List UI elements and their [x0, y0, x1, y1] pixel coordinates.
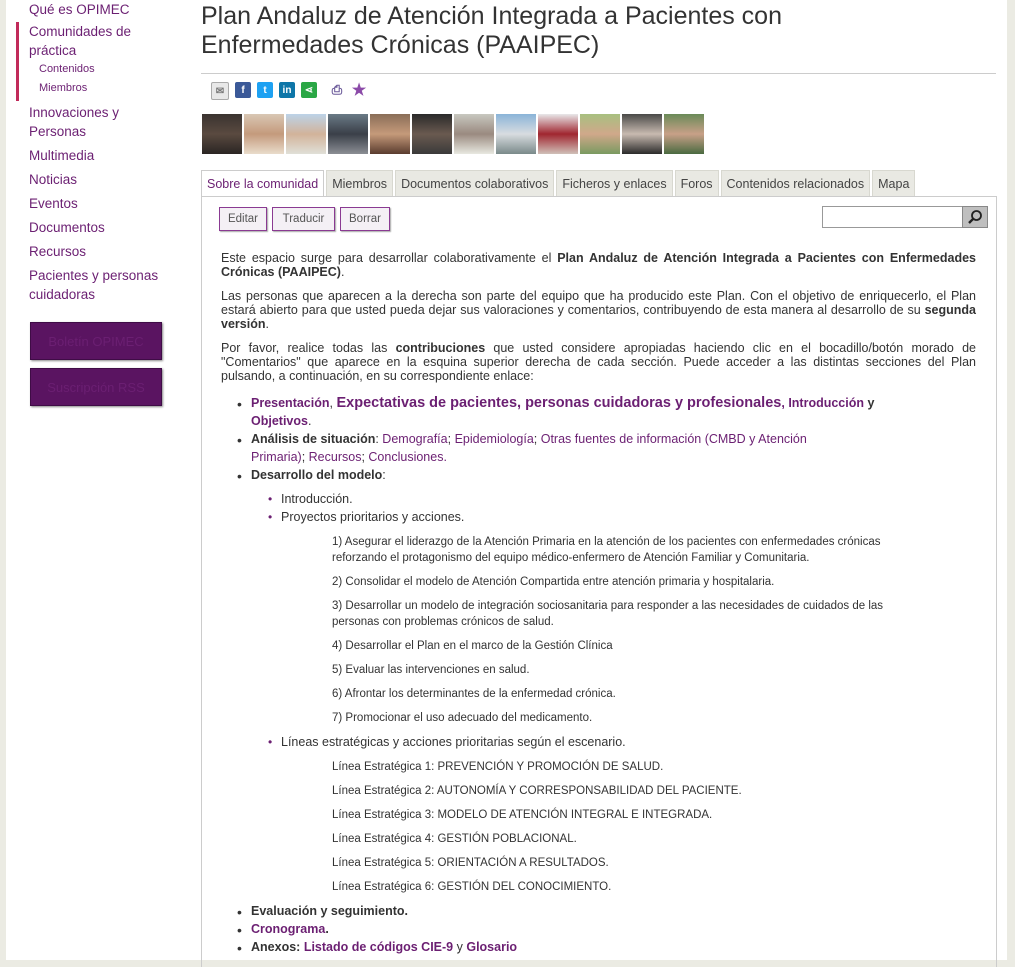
search-button[interactable]: [962, 206, 988, 228]
bullet-dot: •: [237, 468, 242, 484]
linea-estrategica: Línea Estratégica 6: GESTIÓN DEL CONOCIMIENTO.: [332, 881, 612, 893]
intro-text: Este espacio surge para desarrollar colaborativamente el: [221, 251, 558, 265]
proyecto-line: 6) Afrontar los determinantes de la enfermedad crónica.: [332, 688, 616, 700]
bullet-dot: •: [237, 432, 242, 448]
linkedin-icon[interactable]: in: [279, 82, 295, 98]
avatar[interactable]: [412, 114, 452, 154]
sidebar-item-que-es-opimec[interactable]: Qué es OPIMEC: [29, 2, 130, 17]
linea-estrategica: Línea Estratégica 2: AUTONOMÍA Y CORRESPONSABILIDAD DEL PACIENTE.: [332, 785, 742, 797]
bullet-dot: •: [237, 940, 242, 956]
intro-paragraph: [221, 251, 976, 279]
page-title: Plan Andaluz de Atención Integrada a Pacientes con Enfermedades Crónicas (PAAIPEC): [201, 2, 782, 59]
evaluacion-link[interactable]: Evaluación y seguimiento.: [251, 904, 408, 918]
avatar[interactable]: [286, 114, 326, 154]
separator: :: [375, 432, 383, 446]
sidebar-subitem-miembros[interactable]: Miembros: [39, 82, 88, 94]
separator: .: [443, 450, 447, 464]
epidemiologia-link[interactable]: Epidemiología: [454, 432, 534, 446]
avatar[interactable]: [538, 114, 578, 154]
email-icon[interactable]: ✉: [211, 82, 229, 100]
connector: y: [453, 940, 467, 954]
demografia-link[interactable]: Demografía: [382, 432, 448, 446]
list-item: [251, 394, 951, 430]
lineas-estrategicas-link[interactable]: Líneas estratégicas y acciones prioritarias según el escenario.: [281, 735, 626, 749]
tab-foros[interactable]: Foros: [675, 170, 719, 197]
separator: :: [382, 468, 386, 482]
linea-estrategica: Línea Estratégica 4: GESTIÓN POBLACIONAL.: [332, 833, 577, 845]
desarrollo-label: Desarrollo del modelo: [251, 468, 383, 482]
share-toolbar: [211, 82, 367, 100]
avatar[interactable]: [622, 114, 662, 154]
sidebar-subitem-contenidos[interactable]: Contenidos: [39, 63, 95, 75]
separator: ,: [329, 396, 333, 410]
search-icon: [967, 209, 983, 225]
separator: ;: [361, 450, 369, 464]
avatar[interactable]: [202, 114, 242, 154]
search-input[interactable]: [822, 206, 965, 228]
title-divider: [201, 73, 996, 74]
sidebar-group-comunidades: [16, 22, 174, 101]
tab-miembros[interactable]: Miembros: [326, 170, 393, 197]
list-item: [251, 466, 386, 484]
avatar[interactable]: [370, 114, 410, 154]
avatar[interactable]: [454, 114, 494, 154]
tab-sobre-la-comunidad[interactable]: Sobre la comunidad: [201, 170, 324, 197]
separator: .: [307, 414, 312, 428]
contribute-bold: contribuciones: [395, 341, 486, 355]
connector: y: [864, 396, 875, 410]
presentacion-link[interactable]: Presentación: [251, 396, 330, 410]
sidebar-item-eventos[interactable]: Eventos: [29, 196, 78, 211]
cronograma-link[interactable]: Cronograma: [251, 922, 326, 936]
sidebar-item-pacientes[interactable]: Pacientes y personas cuidadoras: [29, 268, 159, 302]
glosario-link[interactable]: Glosario: [466, 940, 518, 954]
proyecto-line: 3) Desarrollar un modelo de integración sociosanitaria para responder a las necesidades de cuidados de las: [332, 600, 884, 612]
conclusiones-link[interactable]: Conclusiones: [368, 450, 444, 464]
contribute-text: Por favor, realice todas las: [221, 341, 396, 355]
separator: ;: [301, 450, 309, 464]
list-item: [251, 938, 517, 956]
avatar[interactable]: [664, 114, 704, 154]
team-bold: segunda versión: [221, 303, 976, 331]
introduccion-link[interactable]: Introducción: [788, 396, 865, 410]
translate-button[interactable]: Traducir: [272, 207, 335, 231]
sidebar-item-documentos[interactable]: Documentos: [29, 220, 105, 235]
proyecto-line: 5) Evaluar las intervenciones en salud.: [332, 664, 530, 676]
team-paragraph: [221, 289, 976, 331]
tab-documentos-colaborativos[interactable]: Documentos colaborativos: [395, 170, 554, 197]
analisis-label: Análisis de situación: [251, 432, 376, 446]
separator: ,: [781, 396, 785, 410]
expectativas-link[interactable]: Expectativas de pacientes, personas cuidadoras y profesionales: [336, 395, 782, 411]
linea-estrategica: Línea Estratégica 5: ORIENTACIÓN A RESULTADOS.: [332, 857, 609, 869]
tab-ficheros-y-enlaces[interactable]: Ficheros y enlaces: [556, 170, 672, 197]
list-item: [251, 430, 871, 466]
avatar[interactable]: [580, 114, 620, 154]
objetivos-link[interactable]: Objetivos: [251, 414, 308, 428]
favorite-star-icon[interactable]: ★: [351, 82, 367, 99]
print-icon[interactable]: ⎙: [329, 82, 345, 98]
sidebar-item-noticias[interactable]: Noticias: [29, 172, 78, 187]
bullet-dot: •: [237, 904, 242, 920]
avatar[interactable]: [328, 114, 368, 154]
intro-bold: Plan Andaluz de Atención Integrada a Pacientes con Enfermedades Crónicas (PAAIPEC): [221, 251, 976, 279]
tab-contenidos-relacionados[interactable]: Contenidos relacionados: [721, 170, 871, 197]
delete-button[interactable]: Borrar: [340, 207, 390, 231]
proyecto-line: 2) Consolidar el modelo de Atención Compartida entre atención primaria y hospitalaria.: [332, 576, 775, 588]
bullet-circle: •: [268, 735, 273, 749]
recursos-link[interactable]: Recursos: [308, 450, 362, 464]
sub-introduccion-link[interactable]: Introducción.: [281, 492, 353, 506]
member-avatars: [202, 114, 704, 154]
intro-end: .: [340, 265, 345, 279]
separator: .: [325, 922, 329, 936]
boletin-button[interactable]: Boletín OPIMEC: [30, 322, 162, 360]
bullet-circle: •: [268, 510, 273, 524]
sidebar-item-recursos[interactable]: Recursos: [29, 244, 87, 259]
proyectos-link[interactable]: Proyectos prioritarios y acciones.: [281, 510, 465, 524]
proyecto-line: 1) Asegurar el liderazgo de la Atención Primaria en la atención de los pacientes con enfermedades crónicas: [332, 536, 881, 548]
linea-estrategica: Línea Estratégica 1: PREVENCIÓN Y PROMOCIÓN DE SALUD.: [332, 761, 664, 773]
edit-button[interactable]: Editar: [219, 207, 267, 231]
tab-bar: [201, 170, 917, 197]
sidebar-item-comunidades[interactable]: Comunidades de práctica: [29, 24, 132, 58]
separator: ;: [533, 432, 541, 446]
listado-cie9-link[interactable]: Listado de códigos CIE-9: [303, 940, 454, 954]
proyecto-line: 4) Desarrollar el Plan en el marco de la Gestión Clínica: [332, 640, 613, 652]
facebook-icon[interactable]: f: [235, 82, 251, 98]
otras-fuentes-link-cont[interactable]: Primaria): [251, 450, 302, 464]
proyecto-line: reforzando el protagonismo del equipo médico-enfermero de Atención Familiar y Comunitaria.: [332, 552, 810, 564]
bullet-dot: •: [237, 922, 242, 938]
otras-fuentes-link[interactable]: Otras fuentes de información (CMBD y Atención: [540, 432, 807, 446]
separator: ;: [447, 432, 455, 446]
avatar[interactable]: [496, 114, 536, 154]
sidebar-item-innovaciones[interactable]: Innovaciones y Personas: [29, 105, 120, 139]
contribute-end: que usted considere apropiadas haciendo clic en el bocadillo/botón morado de "Comentarios" que aparece en la esquina superior derecha de cada sección. Puede acceder a las distintas secciones del Plan pulsando, a continuación, en su correspondiente enlace:: [221, 341, 976, 383]
sidebar-item-multimedia[interactable]: Multimedia: [29, 148, 95, 163]
team-end: .: [265, 317, 269, 331]
anexos-label: Anexos:: [251, 940, 301, 954]
page: [6, 0, 1007, 960]
avatar[interactable]: [244, 114, 284, 154]
share-icon[interactable]: ⋖: [301, 82, 317, 98]
proyecto-line: personas con problemas crónicos de salud.: [332, 616, 554, 628]
team-text: Las personas que aparecen a la derecha son parte del equipo que ha producido este Plan. Con el objetivo de enriquecerlo, el Plan estará abierto para que usted pueda dejar sus valoraciones y comentarios, contribuyendo de esta manera al desarrollo de su: [221, 289, 976, 317]
contribute-paragraph: [221, 341, 976, 383]
bullet-dot: •: [237, 396, 242, 412]
rss-subscribe-button[interactable]: Suscripción RSS: [30, 368, 162, 406]
twitter-icon[interactable]: t: [257, 82, 273, 98]
linea-estrategica: Línea Estratégica 3: MODELO DE ATENCIÓN INTEGRAL E INTEGRADA.: [332, 809, 713, 821]
list-item: [251, 920, 329, 938]
bullet-circle: •: [268, 492, 273, 506]
proyecto-line: 7) Promocionar el uso adecuado del medicamento.: [332, 712, 593, 724]
tab-mapa[interactable]: Mapa: [872, 170, 915, 197]
